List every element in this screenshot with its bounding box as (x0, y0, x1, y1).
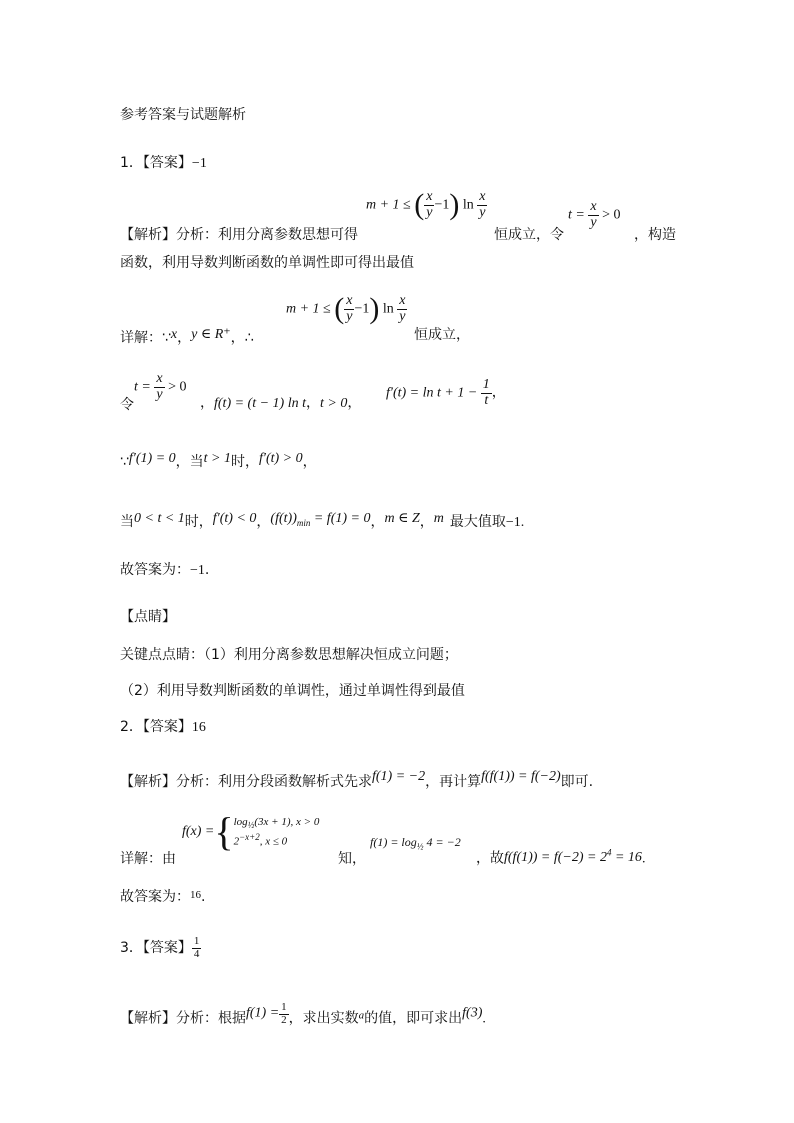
q1-detail-line (120, 328, 254, 345)
q2-label: 2．【答案】 (120, 719, 192, 735)
q1-f-def-text: f(t) = (t − 1) ln t (214, 396, 306, 411)
q1-since: ∵ (120, 454, 129, 470)
q3-f1: f(1) = (246, 1005, 280, 1021)
q1-f-def: ，f(t) = (t − 1) ln t，t > 0， (200, 395, 362, 411)
q3-a: a (358, 1009, 365, 1022)
q2-zhi: 知， (338, 851, 366, 867)
q1-line2: 函数，利用导数判断函数的单调性即可得出最值 (120, 255, 414, 271)
q1-analysis-prefix: 【解析】分析：利用分离参数思想可得 (120, 227, 358, 243)
q1-dianjing: 【点睛】 (120, 609, 176, 625)
q2-fx: f(x) = (182, 824, 215, 839)
q1-shi-2: 时， (184, 514, 213, 530)
q3-analysis-prefix: 【解析】分析：根据 (120, 1010, 246, 1027)
q1-detail-prefix: 详解：∵ (120, 330, 171, 346)
q1-fp-def-text: f′(t) = ln t + 1 − (386, 385, 478, 401)
q1-t-eq-2: t = (134, 379, 151, 395)
q1-t-range: 0 < t < 1 (134, 511, 185, 526)
q1-comma: ， (177, 330, 192, 346)
q2-then: ，再计算 (425, 774, 482, 790)
q2-piecewise (182, 809, 320, 854)
q1-t-gt0: t > 0 (320, 396, 348, 411)
q1-t-frac: $\frac{x}{y}$ (590, 199, 597, 230)
q1-max-take: 最大值取 (449, 514, 506, 530)
q3-analysis-line: 【解析】分析：根据f(1) = $\frac{1}{2}$ ，求出实数$^a$的值，即可求出f(3). (120, 1001, 486, 1027)
q1-analysis-formula (366, 190, 487, 220)
q1-final-prefix: 故答案为： (120, 562, 190, 578)
q1-label: 1．【答案】 (120, 155, 192, 171)
q1-frac-xy-3: $\frac{x}{y}$ (346, 293, 353, 324)
q1-minus1: −1 (434, 197, 450, 213)
q2-case1: $\log_{\frac{1}{2}}(3x + 1)$, x > 0 (233, 816, 320, 831)
q3-f3: f(3) (462, 1005, 483, 1021)
q2-detail-prefix: 详解：由 (120, 851, 176, 867)
q1-m-in-z: m ∈ Z (384, 511, 420, 526)
q1-fmin: $(f(t))_{min} = f(1) = 0$ (270, 511, 371, 528)
q1-neg1: −1 (505, 515, 521, 530)
q1-dang: 当 (120, 514, 134, 530)
q1-fp-gt0: f′(t) > 0 (259, 451, 303, 466)
q2-gu: ，故 (476, 850, 504, 867)
q1-ln-2: ln (382, 301, 394, 317)
q3-answer-line (120, 936, 201, 960)
q2-f1-eq: f(1) = −2 (372, 769, 426, 784)
q1-t-eq: t = (568, 207, 585, 223)
q1-t-def-2 (134, 372, 186, 402)
q1-m-var: m (433, 511, 444, 526)
q1-key1: 关键点点睛：（1）利用分离参数思想解决恒成立问题； (120, 647, 458, 663)
q1-y-in-r: y ∈ R⁺ (191, 327, 231, 342)
q1-fp-def: f′(t) = ln t + 1 − $\frac{1}{t}$ ， (386, 377, 506, 408)
q2-jike: 即可. (560, 774, 594, 790)
q1-therefore: ，∴ (230, 330, 254, 346)
q1-answer-line (120, 156, 207, 171)
q1-var-x: x (170, 327, 178, 342)
q1-holds: 恒成立，令 (494, 227, 564, 243)
q3-answer-frac: $\frac{1}{4}$ (193, 935, 200, 960)
q2-case2: $2^{-x+2}$, x ≤ 0 (233, 831, 288, 848)
q1-when: ，当 (175, 454, 204, 470)
q1-answer: −1 (191, 156, 207, 171)
q1-construct: ，构造 (634, 227, 676, 243)
q1-fp1: f′(1) = 0 (128, 451, 176, 466)
q1-frac-xy-4: $\frac{x}{y}$ (399, 293, 406, 324)
q1-paren-close: ) (449, 188, 460, 222)
q2-final: 故答案为：$^{16}$. (120, 889, 206, 905)
q1-holds2: 恒成立， (414, 327, 470, 343)
q1-ineq-lhs-2: m + 1 ≤ (286, 301, 331, 317)
q2-ff1: f(f(1)) = f(−2) (481, 769, 561, 784)
q1-ineq-lhs: m + 1 ≤ (366, 197, 411, 213)
q3-label: 3．【答案】 (120, 940, 192, 957)
q2-answer: 16 (191, 720, 206, 735)
q2-cases (234, 815, 320, 849)
q2-final-prefix: 故答案为： (120, 889, 190, 905)
q2-final-calc-line: ，故$f(f(1)) = f(-2) = 2^4 = 16$. (476, 847, 646, 867)
q2-answer-line (120, 720, 206, 735)
q1-minus1-2: −1 (354, 301, 370, 317)
page-title: 参考答案与试题解析 (120, 107, 246, 123)
q1-final: 故答案为：−1. (120, 562, 210, 578)
q1-paren-open: ( (414, 188, 425, 222)
q3-half-frac: $\frac{1}{2}$ (281, 1001, 287, 1026)
q3-mid2: 的值，即可求出 (364, 1010, 463, 1027)
q1-ling: 令 (120, 397, 134, 413)
q2-final-val: 16 (190, 889, 201, 901)
q1-t-frac-2: $\frac{x}{y}$ (156, 371, 163, 402)
q1-fp-lt0: f′(t) < 0 (212, 511, 257, 526)
q1-fp-frac: $\frac{1}{t}$ (482, 377, 490, 408)
q2-analysis-prefix: 【解析】分析：利用分段函数解析式先求 (120, 774, 372, 790)
q1-gt0-2: > 0 (168, 379, 187, 395)
q1-paren-close-2: ) (369, 292, 380, 326)
q1-final-val: −1 (190, 563, 205, 578)
q1-when-line: 当0 < t < 1时，f′(t) < 0，$(f(t))_{min} = f(1) = 0$，m ∈ Z，m 最大值取−1. (120, 511, 525, 530)
q1-shi: 时， (231, 454, 259, 470)
q1-paren-open-2: ( (334, 292, 345, 326)
q1-detail-formula (286, 294, 407, 324)
q1-key2: （2）利用导数判断函数的单调性，通过单调性得到最值 (120, 683, 465, 699)
q2-analysis-line (120, 770, 593, 789)
q1-since-line: ∵f′(1) = 0，当t > 1时，f′(t) > 0， (120, 451, 317, 470)
q1-t-def (568, 200, 620, 230)
q1-frac-xy-2: $\frac{x}{y}$ (479, 189, 486, 220)
q2-brace: { (214, 809, 234, 854)
q2-f1-calc: $f(1) = \log_{\frac{1}{2}} 4 = -2$ (370, 835, 461, 852)
q1-t-gt1: t > 1 (203, 451, 231, 466)
q1-frac-xy: $\frac{x}{y}$ (426, 189, 433, 220)
q1-gt0: > 0 (602, 207, 621, 223)
q1-ln: ln (462, 197, 474, 213)
q3-mid: ，求出实数 (288, 1010, 359, 1027)
q2-final-calc: $f(f(1)) = f(-2) = 2^4 = 16$ (504, 847, 642, 865)
